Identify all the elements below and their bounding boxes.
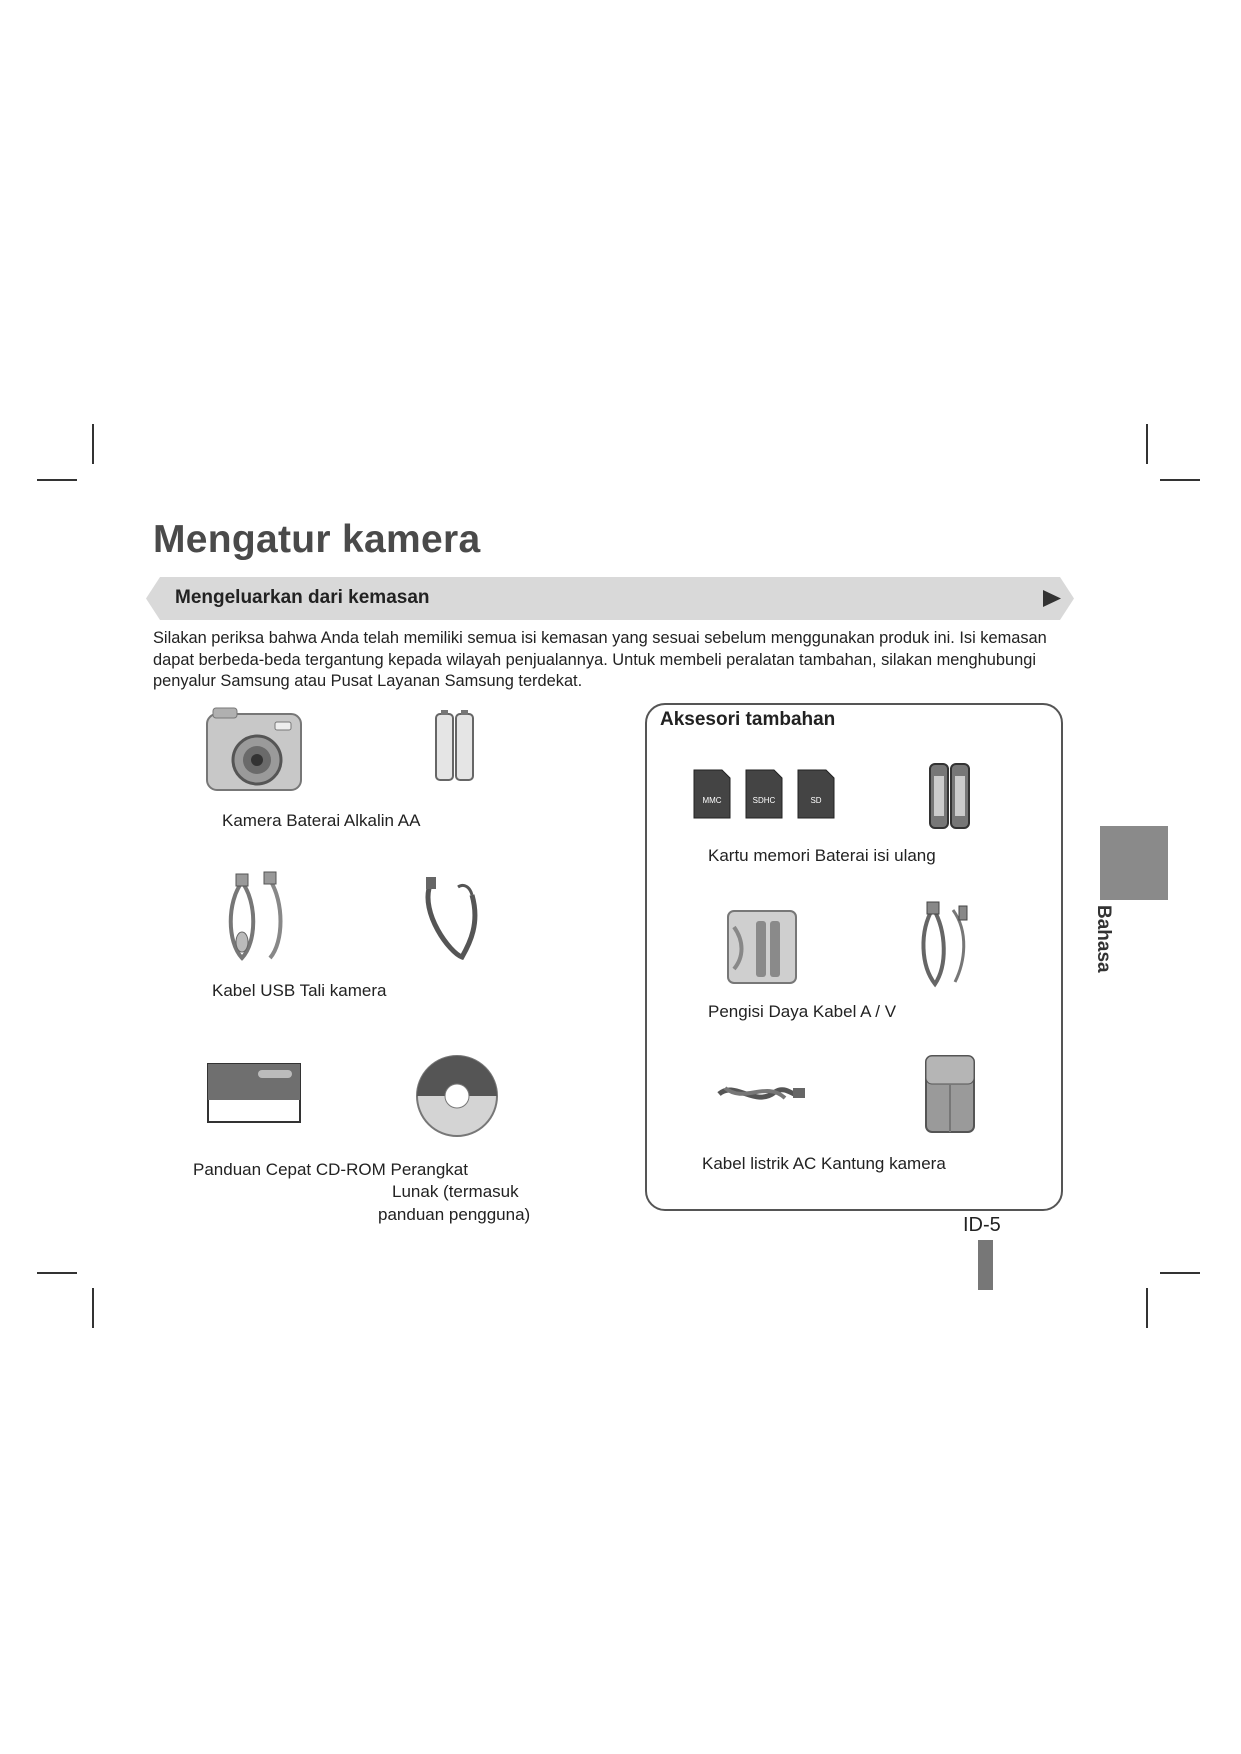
page-number: ID-5 [963, 1214, 1001, 1236]
included-caption-row2: Kabel USB Tali kamera [212, 981, 387, 1000]
included-caption-row3-line1: Panduan Cepat CD-ROM Perangkat [193, 1160, 468, 1179]
section-heading: Mengeluarkan dari kemasan [175, 587, 430, 608]
cd-rom-icon [415, 1054, 499, 1138]
rechargeable-batteries-icon [928, 760, 972, 830]
card-label-mmc: MMC [702, 796, 722, 805]
intro-paragraph: Silakan periksa bahwa Anda telah memiliki semua isi kemasan yang sesuai sebelum menggunakan produk ini. Isi kemasan dapat berbeda-beda tergantung kepada wilayah penjualannya. Untuk membeli peralatan tambahan, silakan menghubungi penyalur Samsung atau Pusat Layanan Samsung terdekat. [153, 629, 1047, 690]
included-caption-row1: Kamera Baterai Alkalin AA [222, 811, 421, 830]
usb-cable-icon [222, 872, 292, 964]
aa-batteries-icon [434, 710, 476, 782]
quick-guide-icon [206, 1062, 302, 1124]
optional-accessories-title: Aksesori tambahan [660, 709, 836, 730]
crop-mark [1146, 1288, 1148, 1328]
crop-mark [92, 424, 94, 464]
camera-icon [205, 704, 305, 800]
crop-mark [92, 1288, 94, 1328]
memory-card-icon [692, 768, 732, 820]
language-tab-marker [1100, 826, 1168, 900]
optional-caption-row2: Pengisi Daya Kabel A / V [708, 1002, 897, 1021]
memory-card-icon [744, 768, 784, 820]
camera-strap-icon [420, 873, 490, 963]
battery-charger-icon [726, 907, 798, 985]
included-caption-row3-line2: Lunak (termasuk [392, 1182, 519, 1201]
language-tab-label: Bahasa [1093, 905, 1114, 973]
crop-mark [37, 1272, 77, 1274]
crop-mark [37, 479, 77, 481]
crop-mark [1160, 479, 1200, 481]
page-marker-bar [978, 1240, 993, 1290]
ac-power-cable-icon [715, 1074, 807, 1114]
memory-card-icon [796, 768, 836, 820]
crop-mark [1146, 424, 1148, 464]
optional-caption-row3: Kabel listrik AC Kantung kamera [702, 1154, 946, 1173]
page-title: Mengatur kamera [153, 518, 481, 561]
included-caption-row3-line3: panduan pengguna) [378, 1205, 531, 1224]
camera-case-icon [924, 1054, 976, 1134]
card-label-sd: SD [810, 796, 822, 805]
card-label-sdhc: SDHC [752, 796, 776, 805]
crop-mark [1160, 1272, 1200, 1274]
av-cable-icon [917, 902, 979, 988]
optional-caption-row1: Kartu memori Baterai isi ulang [708, 846, 936, 865]
